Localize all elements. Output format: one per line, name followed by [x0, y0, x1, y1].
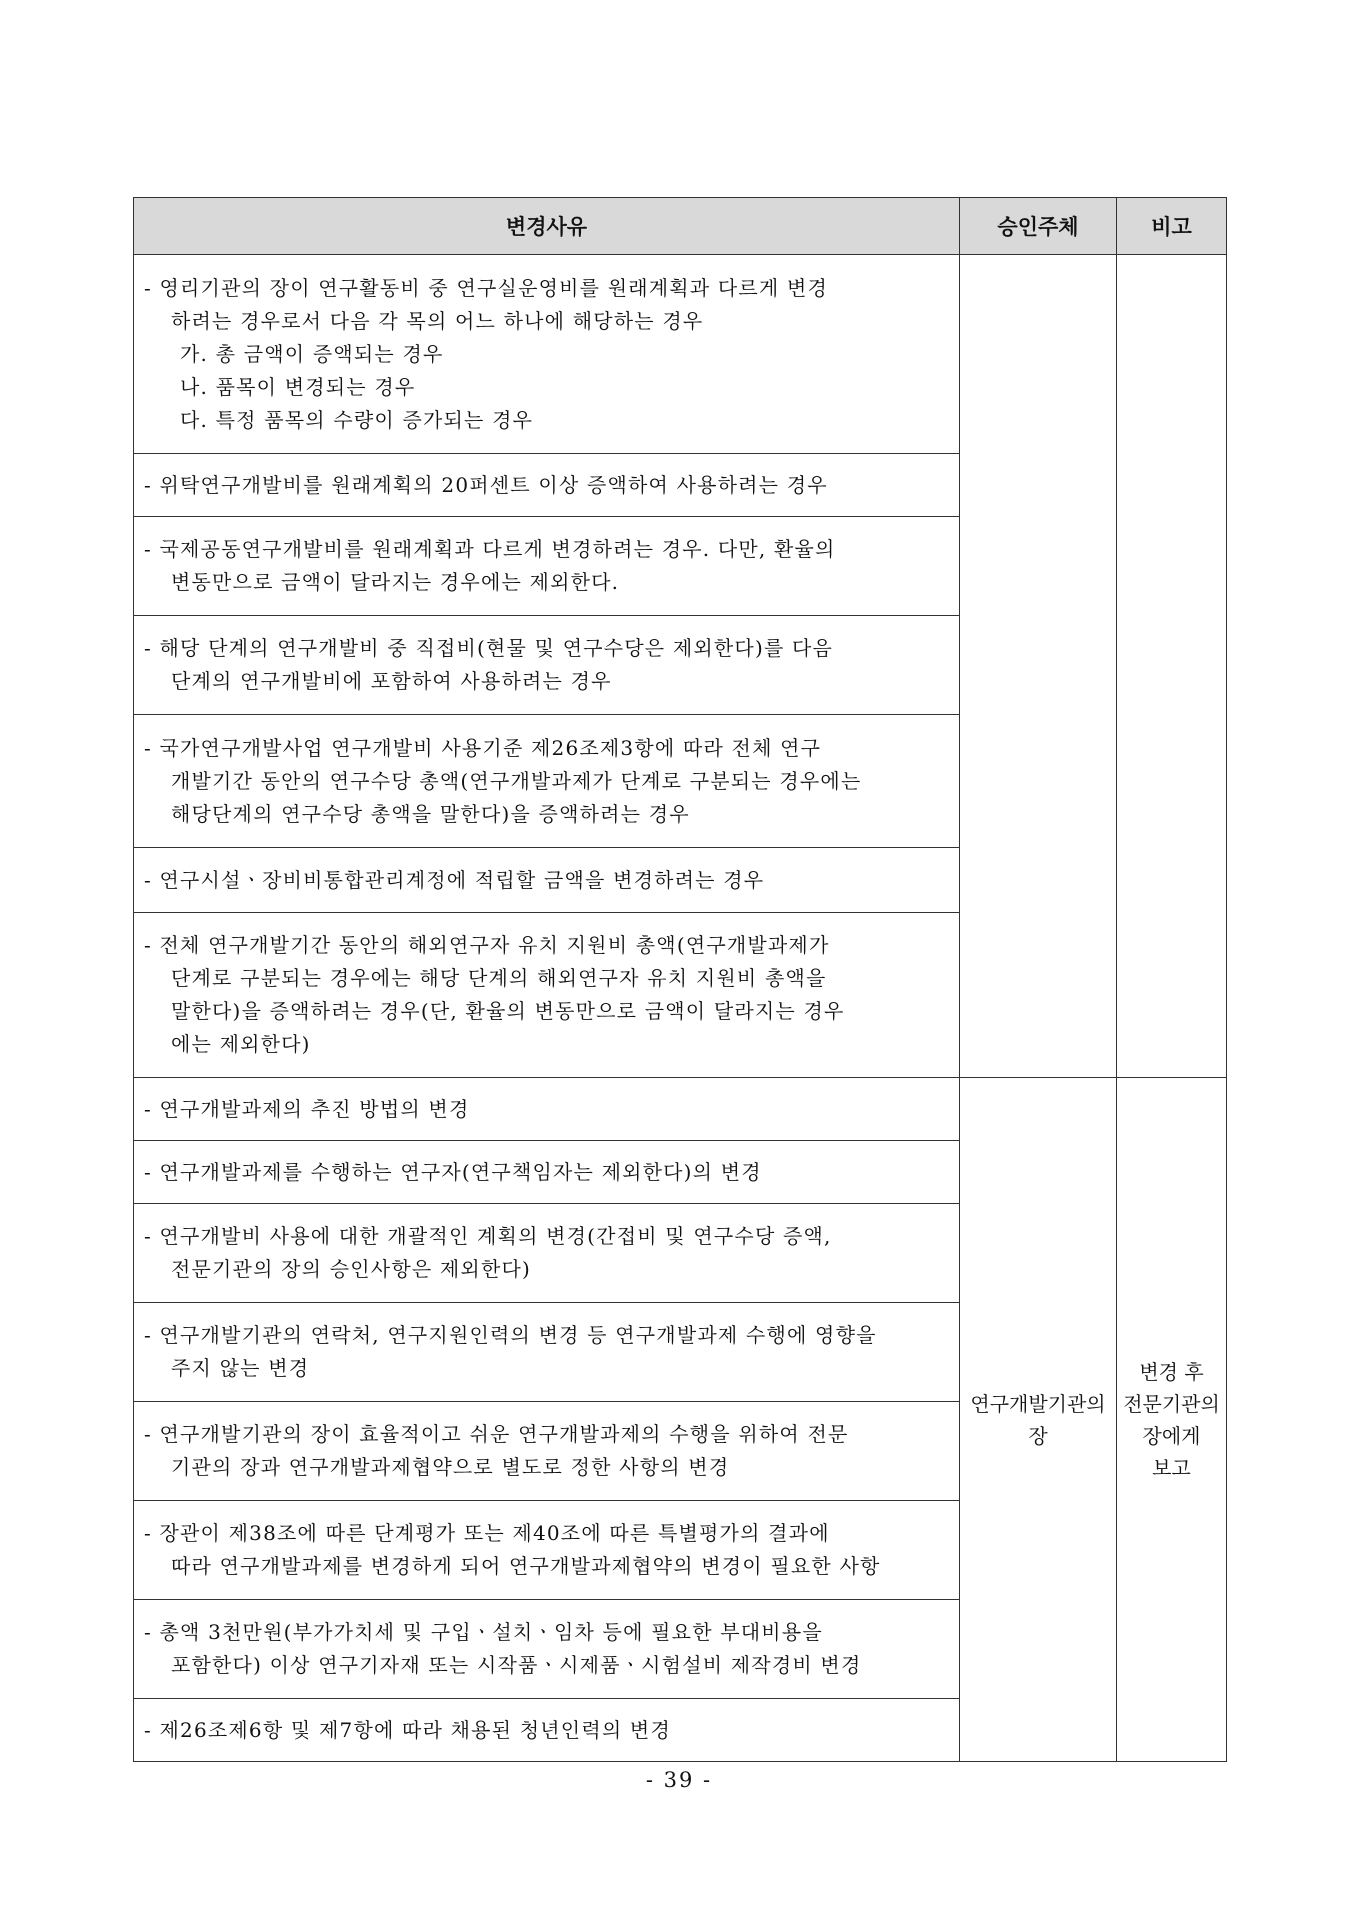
- change-reason-table: [133, 197, 1227, 1762]
- reason-text: 단계의 연구개발비에 포함하여 사용하려는 경우: [171, 669, 612, 693]
- reason-text: - 국제공동연구개발비를 원래계획과 다르게 변경하려는 경우. 다만, 환율의: [144, 537, 836, 561]
- reason-cell: [134, 616, 960, 715]
- reason-text: 변동만으로 금액이 달라지는 경우에는 제외한다.: [171, 570, 620, 594]
- page-number: - 39 -: [645, 1768, 713, 1792]
- header-reason: 변경사유: [134, 198, 960, 255]
- note-cell-text: 변경 후: [1139, 1359, 1204, 1384]
- reason-text: - 해당 단계의 연구개발비 중 직접비(현물 및 연구수당은 제외한다)를 다음: [144, 636, 834, 660]
- reason-text: 가. 총 금액이 증액되는 경우: [180, 341, 444, 366]
- reason-text: 기관의 장과 연구개발과제협약으로 별도로 정한 사항의 변경: [171, 1455, 730, 1479]
- reason-cell: [134, 1501, 960, 1600]
- reason-text: 나. 품목이 변경되는 경우: [180, 374, 416, 399]
- reason-text: - 연구개발기관의 장이 효율적이고 쉬운 연구개발과제의 수행을 위하여 전문: [144, 1422, 849, 1446]
- table-row: [134, 1078, 1227, 1141]
- reason-text: 주지 않는 변경: [171, 1356, 310, 1380]
- note-cell-text: 전문기관의: [1123, 1391, 1220, 1416]
- reason-cell: [134, 1303, 960, 1402]
- note-cell-text: 장에게: [1142, 1423, 1201, 1448]
- approver-cell-text: 연구개발기관의: [970, 1391, 1106, 1416]
- header-note: 비고: [1117, 198, 1227, 255]
- reason-text: - 장관이 제38조에 따른 단계평가 또는 제40조에 따른 특별평가의 결과에: [144, 1521, 830, 1545]
- header-approver: 승인주체: [960, 198, 1117, 255]
- reason-text: - 국가연구개발사업 연구개발비 사용기준 제26조제3항에 따라 전체 연구: [144, 735, 822, 760]
- reason-cell: [134, 913, 960, 1078]
- note-cell-text: 보고: [1152, 1455, 1191, 1480]
- reason-text: - 총액 3천만원(부가가치세 및 구입ㆍ설치ㆍ임차 등에 필요한 부대비용을: [144, 1620, 823, 1644]
- note-cell: [1117, 255, 1227, 1078]
- reason-text: - 연구개발기관의 연락처, 연구지원인력의 변경 등 연구개발과제 수행에 영향을: [144, 1323, 877, 1347]
- reason-text: - 영리기관의 장이 연구활동비 중 연구실운영비를 원래계획과 다르게 변경: [144, 275, 829, 300]
- reason-text: 말한다)을 증액하려는 경우(단, 환율의 변동만으로 금액이 달라지는 경우: [171, 999, 845, 1023]
- reason-cell: [134, 1141, 960, 1204]
- reason-cell: [134, 1402, 960, 1501]
- reason-text: - 연구개발과제를 수행하는 연구자(연구책임자는 제외한다)의 변경: [144, 1159, 762, 1184]
- reason-cell: [134, 1078, 960, 1141]
- reason-cell: [134, 255, 960, 454]
- reason-cell: [134, 517, 960, 616]
- reason-text: 다. 특정 품목의 수량이 증가되는 경우: [180, 407, 534, 432]
- reason-cell: [134, 715, 960, 848]
- reason-cell: [134, 848, 960, 913]
- reason-cell: [134, 1699, 960, 1762]
- reason-text: - 연구시설ㆍ장비비통합관리계정에 적립할 금액을 변경하려는 경우: [144, 867, 765, 892]
- table-header-row: [134, 198, 1227, 255]
- reason-text: - 제26조제6항 및 제7항에 따라 채용된 청년인력의 변경: [144, 1717, 671, 1742]
- reason-text: 단계로 구분되는 경우에는 해당 단계의 해외연구자 유치 지원비 총액을: [171, 966, 827, 990]
- table-row: [134, 255, 1227, 454]
- approver-cell: [960, 1078, 1117, 1762]
- reason-text: 따라 연구개발과제를 변경하게 되어 연구개발과제협약의 변경이 필요한 사항: [171, 1554, 881, 1578]
- reason-cell: [134, 1600, 960, 1699]
- reason-text: - 연구개발비 사용에 대한 개괄적인 계획의 변경(간접비 및 연구수당 증액,: [144, 1224, 832, 1248]
- reason-text: - 연구개발과제의 추진 방법의 변경: [144, 1096, 470, 1121]
- table-body: [134, 255, 1227, 1762]
- reason-text: 개발기간 동안의 연구수당 총액(연구개발과제가 단계로 구분되는 경우에는: [171, 768, 862, 793]
- reason-text: 에는 제외한다): [171, 1032, 311, 1056]
- reason-text: 하려는 경우로서 다음 각 목의 어느 하나에 해당하는 경우: [171, 308, 704, 333]
- reason-text: - 위탁연구개발비를 원래계획의 20퍼센트 이상 증액하여 사용하려는 경우: [144, 472, 828, 497]
- approver-cell-text: 장: [1028, 1423, 1048, 1448]
- reason-text: 전문기관의 장의 승인사항은 제외한다): [171, 1257, 531, 1281]
- note-cell: [1117, 1078, 1227, 1762]
- reason-text: 해당단계의 연구수당 총액을 말한다)을 증액하려는 경우: [171, 801, 690, 826]
- approver-cell: [960, 255, 1117, 1078]
- reason-cell: [134, 1204, 960, 1303]
- reason-cell: [134, 454, 960, 517]
- reason-text: - 전체 연구개발기간 동안의 해외연구자 유치 지원비 총액(연구개발과제가: [144, 933, 830, 957]
- reason-text: 포함한다) 이상 연구기자재 또는 시작품ㆍ시제품ㆍ시험설비 제작경비 변경: [171, 1653, 862, 1677]
